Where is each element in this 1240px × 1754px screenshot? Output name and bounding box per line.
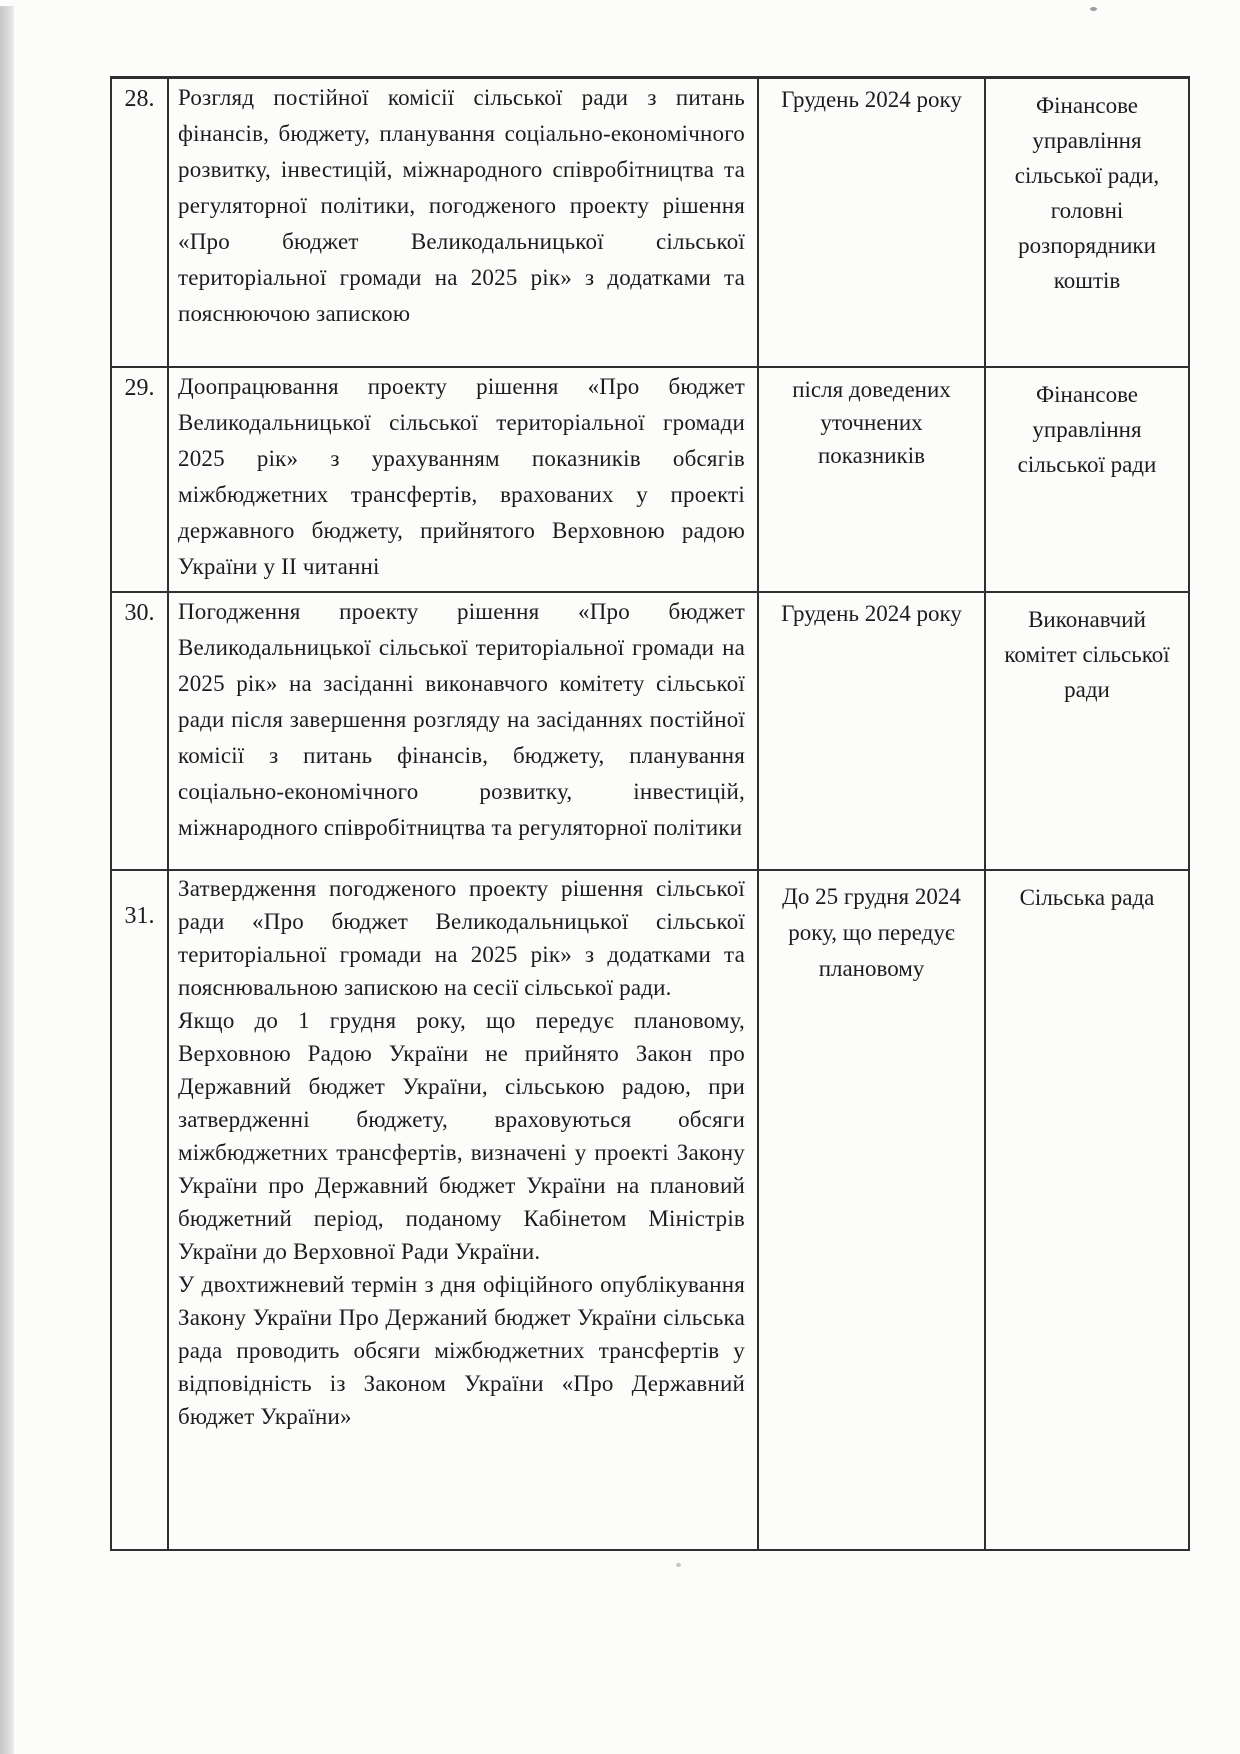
table-row	[111, 870, 1189, 1550]
schedule-table-body	[111, 78, 1189, 1550]
activity-paragraph: Доопрацювання проекту рішення «Про бюджет Великодальницької сільської територіальної громади 2025 рік» з урахуванням показників обсягів міжбюджетних трансфертів, врахованих у проекті державного бюджету, прийнятого Верховною радою України у II читанні	[178, 373, 745, 579]
term-cell: До 25 грудня 2024 року, що передує плановому	[758, 870, 985, 1550]
table-row	[111, 367, 1189, 592]
activity-cell	[168, 367, 758, 592]
row-number: 31.	[111, 870, 168, 1550]
responsible-cell: Фінансове управління сільської ради	[985, 367, 1189, 592]
responsible-cell: Фінансове управління сільської ради, головні розпорядники коштів	[985, 78, 1189, 367]
scan-speck	[676, 1563, 681, 1567]
scan-edge-artifact	[0, 6, 14, 1754]
activity-paragraph: Затвердження погодженого проекту рішення сільської ради «Про бюджет Великодальницької сільської територіальної громади на 2025 рік» з додатками та пояснювальною запискою на сесії сільської ради.	[178, 875, 745, 1000]
activity-paragraph: Погодження проекту рішення «Про бюджет Великодальницької сільської територіальної громади на 2025 рік» на засіданні виконавчого комітету сільської ради після завершення розгляду на засіданнях постійної комісії з питань фінансів, бюджету, планування соціально-економічного розвитку, інвестицій, міжнародного співробітництва та регуляторної політики	[178, 598, 745, 840]
scan-speck	[1090, 7, 1097, 11]
responsible-cell: Сільська рада	[985, 870, 1189, 1550]
row-number: 28.	[111, 78, 168, 367]
term-cell: Грудень 2024 року	[758, 592, 985, 870]
term-cell: після доведених уточнених показників	[758, 367, 985, 592]
responsible-cell: Виконавчий комітет сільської ради	[985, 592, 1189, 870]
table-row	[111, 592, 1189, 870]
budget-schedule-table	[110, 76, 1190, 1551]
term-cell: Грудень 2024 року	[758, 78, 985, 367]
row-number: 30.	[111, 592, 168, 870]
activity-cell	[168, 78, 758, 367]
activity-paragraph: Розгляд постійної комісії сільської ради з питань фінансів, бюджету, планування соціально-економічного розвитку, інвестицій, міжнародного співробітництва та регуляторної політики, погодженого проекту рішення «Про бюджет Великодальницької сільської територіальної громади на 2025 рік» з додатками та пояснюючою запискою	[178, 85, 745, 326]
table-row	[111, 78, 1189, 367]
activity-cell	[168, 592, 758, 870]
row-number: 29.	[111, 367, 168, 592]
activity-paragraph: Якщо до 1 грудня року, що передує плановому, Верховною Радою України не прийнято Закон про Державний бюджет України, сільською радою, при затвердженні бюджету, враховуються обсяги міжбюджетних трансфертів, визначені у проекті Закону України про Державний бюджет України на плановий бюджетний період, поданому Кабінетом Міністрів України до Верховної Ради України.	[178, 1007, 745, 1264]
activity-paragraph: У двохтижневий термін з дня офіційного опублікування Закону України Про Держаний бюджет України сільська рада проводить обсяги міжбюджетних трансфертів у відповідність із Законом України «Про Державний бюджет України»	[178, 1271, 745, 1429]
activity-cell	[168, 870, 758, 1550]
